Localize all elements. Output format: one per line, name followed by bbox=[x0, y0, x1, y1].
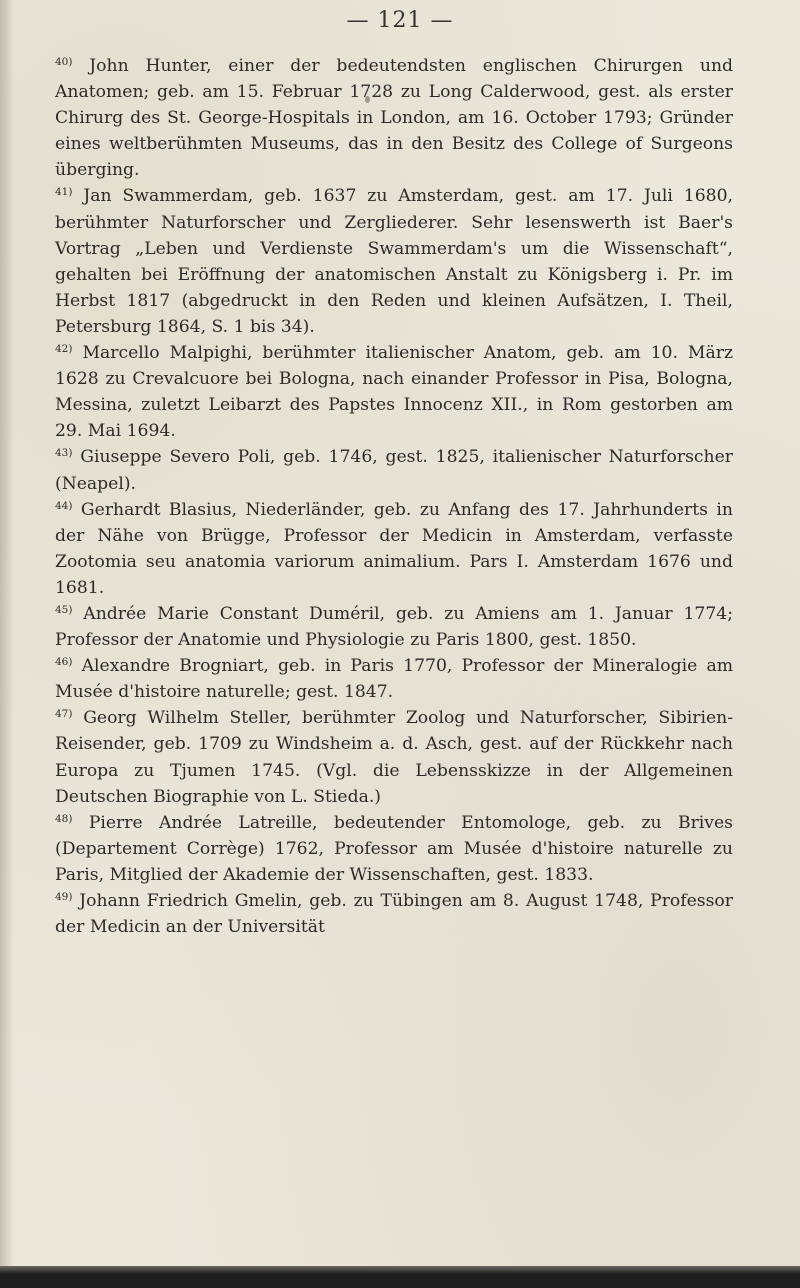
footnote-44 bbox=[55, 497, 733, 601]
footnote-marker: 40) bbox=[55, 56, 73, 68]
footnote-47 bbox=[55, 705, 733, 809]
footnote-46 bbox=[55, 653, 733, 705]
footnote-marker: 43) bbox=[55, 447, 73, 460]
footnote-text: Johann Friedrich Gmelin, geb. zu Tübingen am 8. August 1748, Professor der Medicin an der Universität bbox=[55, 891, 733, 938]
footnote-text: Giuseppe Severo Poli, geb. 1746, gest. 1825, italienischer Naturforscher (Neapel). bbox=[55, 447, 733, 494]
footnote-text: Andrée Marie Constant Duméril, geb. zu Amiens am 1. Januar 1774; Professor der Anatomie und Physiologie zu Paris 1800, gest. 1850. bbox=[55, 603, 734, 651]
footnote-40 bbox=[55, 53, 733, 183]
footnote-41 bbox=[55, 183, 733, 340]
footnotes-list bbox=[55, 53, 733, 940]
footnote-marker: 45) bbox=[55, 603, 73, 616]
footnote-marker: 47) bbox=[55, 708, 73, 721]
footnote-marker: 42) bbox=[55, 343, 73, 356]
footnote-48 bbox=[55, 810, 733, 888]
footnote-marker: 48) bbox=[55, 812, 73, 825]
footnote-marker: 46) bbox=[55, 656, 73, 669]
footnote-text: Jan Swammerdam, geb. 1637 zu Amsterdam, gest. am 17. Juli 1680, berühmter Naturforscher und Zergliederer. Sehr lesenswerth ist Baer's Vortrag „Leben und Verdienste Swammerdam's um die Wissenschaft“, gehalten bei Eröffnung der anatomischen Anstalt zu Königsberg i. Pr. im Herbst 1817 (abgedruckt in den Reden und kleinen Aufsätzen, I. Theil, Petersburg 1864, S. 1 bis 34). bbox=[55, 186, 734, 337]
footnote-text: Marcello Malpighi, berühmter italienischer Anatom, geb. am 10. März 1628 zu Crevalcuore bei Bologna, nach einander Professor in Pisa, Bologna, Messina, zuletzt Leibarzt des Papstes Innocenz XII., in Rom gestorben am 29. Mai 1694. bbox=[55, 343, 733, 442]
footnote-text: Alexandre Brogniart, geb. in Paris 1770, Professor der Mineralogie am Musée d'histoire naturelle; gest. 1847. bbox=[55, 656, 733, 703]
footnote-49 bbox=[55, 888, 733, 940]
footnote-marker: 49) bbox=[55, 891, 73, 903]
footnote-text: John Hunter, einer der bedeutendsten englischen Chirurgen und Anatomen; geb. am 15. Februar 1728 zu Long Calderwood, gest. als erster Chirurg des St. George-Hospitals in London, am 16. October 1793; Gründer eines weltberühmten Museums, das in den Besitz des College of Surgeons überging. bbox=[55, 56, 734, 181]
footnote-45 bbox=[55, 601, 733, 653]
page-number: — 121 — bbox=[346, 8, 454, 33]
footnote-42 bbox=[55, 340, 733, 444]
scan-bottom-edge bbox=[0, 1266, 800, 1288]
footnote-text: Gerhardt Blasius, Niederländer, geb. zu Anfang des 17. Jahrhunderts in der Nähe von Brügge, Professor der Medicin in Amsterdam, verfasste Zootomia seu anatomia variorum animalium. Pars I. Amsterdam 1676 und 1681. bbox=[55, 499, 733, 598]
footnote-text: Georg Wilhelm Steller, berühmter Zoolog und Naturforscher, Sibirien-Reisender, geb. 1709 zu Windsheim a. d. Asch, gest. auf der Rückkehr nach Europa zu Tjumen 1745. (Vgl. die Lebensskizze in der Allgemeinen Deutschen Biographie von L. Stieda.) bbox=[55, 708, 733, 807]
page-left-shadow bbox=[0, 0, 14, 1288]
footnote-text: Pierre Andrée Latreille, bedeutender Entomologe, geb. zu Brives (Departement Corrège) 1762, Professor am Musée d'histoire naturelle zu Paris, Mitglied der Akademie der Wissenschaften, gest. 1833. bbox=[55, 812, 734, 885]
footnote-marker: 41) bbox=[55, 186, 73, 199]
footnote-43 bbox=[55, 444, 733, 496]
footnote-marker: 44) bbox=[55, 499, 73, 512]
